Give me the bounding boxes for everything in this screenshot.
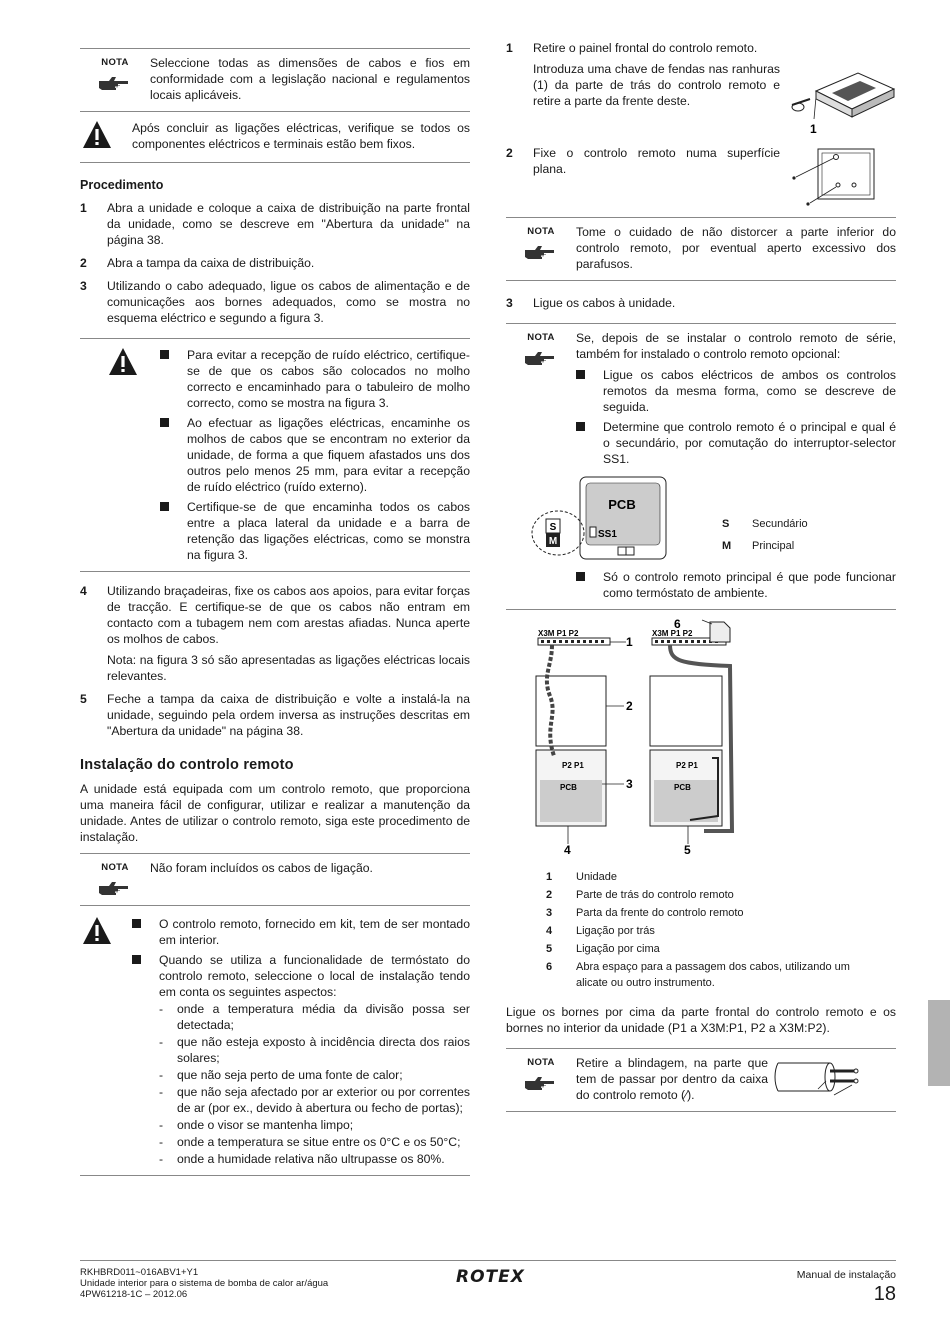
dash-item: - que não esteja exposto à incidência directa dos raios solares; <box>159 1035 470 1065</box>
step-number: 1 <box>80 201 87 215</box>
note-box-cables-not-included <box>80 853 470 906</box>
warning-icon <box>82 916 112 946</box>
bullet-item: Determine que controlo remoto é o principal e qual é o secundário, por comutação do interruptor-selector SS1. <box>576 419 896 467</box>
pointing-hand-icon <box>98 881 132 897</box>
pointing-hand-icon <box>524 1076 558 1092</box>
right-column <box>506 40 896 1112</box>
note-label: NOTA <box>527 1057 555 1068</box>
callout-1: 1 <box>626 635 633 649</box>
dash-item: - que não seja afectado por ar exterior ou por correntes de ar (por ex., devido à abertura ou fecho de portas); <box>159 1085 470 1115</box>
note-text: Tome o cuidado de não distorcer a parte inferior do controlo remoto, por eventual aperto excessivo dos parafusos. <box>576 225 896 271</box>
note-text: Não foram incluídos os cabos de ligação. <box>150 861 373 875</box>
callout-6: 6 <box>674 617 681 631</box>
page-number: 18 <box>873 1283 896 1305</box>
dash-item: - onde a temperatura média da divisão possa ser detectada; <box>159 1002 470 1032</box>
legend-row: 5 Ligação por cima <box>546 943 660 955</box>
step-text: Abra a unidade e coloque a caixa de distribuição na parte frontal da unidade, como se descreve em "Abertura da unidade" na página 38. <box>107 201 470 247</box>
shielded-cable-figure <box>774 1055 860 1099</box>
bullet-square <box>160 350 169 359</box>
step-text: Retire o painel frontal do controlo remoto. <box>533 41 758 55</box>
pcb-label-right: PCB <box>674 783 691 792</box>
step-text: Feche a tampa da caixa de distribuição e volte a instalá-la na unidade, seguindo pela ordem inversa as instruções descritas em "Abertura da unidade" na página 38. <box>107 692 470 738</box>
pcb-label: PCB <box>608 497 636 512</box>
legend-row: 4 Ligação por trás <box>546 925 655 937</box>
legend-row: 1 Unidade <box>546 871 617 883</box>
step-number: 3 <box>506 296 513 310</box>
warning-box-installation-location <box>80 906 470 1176</box>
footer-model-code: RKHBRD011~016ABV1+Y1 <box>80 1267 199 1278</box>
bullet-item: Ao efectuar as ligações eléctricas, encaminhe os molhos de cabos que se encontram no exterior da unidade, de forma a que fiquem afastados uns dos outros pelo menos 25 mm, para evitar a recepção de ruído eléctrico (ruído externo). <box>160 415 470 495</box>
footer-manual-title: Manual de instalação <box>796 1269 896 1281</box>
terminal-label-right: X3M P1 P2 <box>652 629 693 638</box>
note-text: Se, depois de se instalar o controlo remoto de série, também for instalado o controlo remoto opcional: <box>576 331 896 361</box>
step-5 <box>80 691 470 739</box>
dash-item: - onde a temperatura se situe entre os 0°C e os 50°C; <box>159 1135 461 1149</box>
step-text: Abra a tampa da caixa de distribuição. <box>107 256 315 270</box>
note-text: Seleccione todas as dimensões de cabos e fios em conformidade com a legislação nacional e regulamentos locais aplicáveis. <box>150 56 470 102</box>
warning-box-connections <box>80 112 470 163</box>
callout-3: 3 <box>626 777 633 791</box>
wiring-legend <box>546 868 866 992</box>
wiring-figure <box>534 616 774 866</box>
terminal-p2p1-left: P2 P1 <box>562 761 584 770</box>
footer-doc-ref: 4PW61218-1C – 2012.06 <box>80 1289 188 1300</box>
step-r1 <box>506 40 896 141</box>
bullet-item: Só o controlo remoto principal é que pode funcionar como termóstato de ambiente. <box>576 569 896 601</box>
pointing-hand-icon <box>524 351 558 367</box>
bullet-item: Quando se utiliza a funcionalidade de termóstato do controlo remoto, seleccione o local de instalação tendo em conta os seguintes aspectos: - onde a temperatura média da divisão possa ser detectada; - que não esteja exposto à incidência directa dos raios solares; - que não seja perto de uma fonte de calor; - que não seja afectado por ar exterior ou por correntes de ar (por ex., devido à abertura ou fecho de portas); - onde o visor se mantenha limpo; - onde a temperatura se situe entre os 0°C e os 50°C; - onde a humidade relativa não ultrupasse os 80%. <box>132 952 470 1167</box>
step-number: 2 <box>506 146 513 160</box>
note-box-shield <box>506 1048 896 1112</box>
step-number: 4 <box>80 584 87 598</box>
warning-icon <box>82 120 112 150</box>
step-number: 3 <box>80 279 87 293</box>
bullet-square <box>160 502 169 511</box>
dash-item: - onde a humidade relativa não ultrupasse os 80%. <box>159 1152 445 1166</box>
step-r2 <box>506 145 896 207</box>
step-note: Nota: na figura 3 só são apresentadas as ligações eléctricas locais relevantes. <box>107 653 470 683</box>
dash-item: - onde o visor se mantenha limpo; <box>159 1118 354 1132</box>
legend-row: S Secundário <box>722 518 808 530</box>
callout-5: 5 <box>684 843 691 857</box>
procedure-title: Procedimento <box>80 178 164 192</box>
step-number: 2 <box>80 256 87 270</box>
step-text: Ligue os cabos à unidade. <box>533 296 676 310</box>
bullet-square <box>576 370 585 379</box>
legend-row: 2 Parte de trás do controlo remoto <box>546 889 734 901</box>
bullet-square <box>132 919 141 928</box>
bullet-item: O controlo remoto, fornecido em kit, tem de ser montado em interior. <box>132 916 470 948</box>
section-intro: A unidade está equipada com um controlo remoto, que proporciona uma maneira fácil de configurar, utilizar e realizar a manutenção da unidade. Antes de utilizar o controlo remoto, siga este procedimento de instalação. <box>80 782 470 844</box>
figure-callout: 1 <box>810 122 817 136</box>
remote-mounting-figure <box>788 145 898 207</box>
pcb-label-left: PCB <box>560 783 577 792</box>
bullet-square <box>576 422 585 431</box>
note-label: NOTA <box>527 226 555 237</box>
brand-logo: ROTEX <box>456 1267 525 1287</box>
step-r3 <box>506 295 896 311</box>
step-number: 1 <box>506 41 513 55</box>
section-title: Instalação do controlo remoto <box>80 757 294 773</box>
note-box-cable-dimensions <box>80 48 470 112</box>
ss1-label: SS1 <box>598 529 617 540</box>
note-label: NOTA <box>101 862 129 873</box>
chapter-tab <box>928 1000 950 1086</box>
bullet-square <box>160 418 169 427</box>
callout-2: 2 <box>626 699 633 713</box>
step-2 <box>80 255 470 271</box>
pointing-hand-icon <box>98 76 132 92</box>
bullet-item: Para evitar a recepção de ruído eléctrico, certifique-se de que os cabos são colocados no molho correcto e encaminhado para o tabuleiro de molho correcto, como se mostra na figura 3. <box>160 347 470 411</box>
step-text: Introduza uma chave de fendas nas ranhuras (1) da parte de trás do controlo remoto e retire a parte da frente deste. <box>533 62 780 108</box>
dash-item: - que não seja perto de uma fonte de calor; <box>159 1068 403 1082</box>
pointing-hand-icon <box>524 245 558 261</box>
warning-text: Após concluir as ligações eléctricas, verifique se todos os componentes eléctricos e terminais estão bem fixos. <box>132 121 470 151</box>
note-label: NOTA <box>101 57 129 68</box>
callout-4: 4 <box>564 843 571 857</box>
step-1 <box>80 200 470 248</box>
step-number: 5 <box>80 692 87 706</box>
step-text: Utilizando braçadeiras, fixe os cabos aos apoios, para evitar forças de tracção. E certifique-se de que os cabos não entram em contacto com a tubagem nem com arestas afiadas. Nunca aperte os molhos de cabos. <box>107 584 470 646</box>
conclusion-text: Ligue os bornes por cima da parte frontal do controlo remoto e os bornes no interior da unidade (P1 a X3M:P1, P2 a X3M:P2). <box>506 1005 896 1035</box>
step-text: Utilizando o cabo adequado, ligue os cabos de alimentação e de comunicações aos bornes adequados, como se mostra no esquema eléctrico e segundo a figura 3. <box>107 279 470 325</box>
legend-row: 3 Parta da frente do controlo remoto <box>546 907 744 919</box>
switch-legend <box>722 515 808 555</box>
step-3 <box>80 278 470 326</box>
bullet-square <box>576 572 585 581</box>
warning-box-noise <box>80 338 470 572</box>
switch-s-label: S <box>549 522 557 533</box>
bullet-square <box>132 955 141 964</box>
legend-row: M Principal <box>722 540 795 552</box>
switch-m-label: M <box>548 536 558 547</box>
terminal-label-left: X3M P1 P2 <box>538 629 579 638</box>
note-text: Retire a blindagem, na parte que tem de passar por dentro da caixa do controlo remoto (∕). <box>576 1056 768 1102</box>
bullet-item: Certifique-se de que encaminha todos os cabos entre a placa lateral da unidade e a barra de retenção das ligações eléctricas, como se monstra na figura 3. <box>160 499 470 563</box>
step-text: Fixe o controlo remoto numa superfície plana. <box>533 146 780 176</box>
bullet-item: Ligue os cabos eléctricos de ambos os controlos remotos da mesma forma, como se descreve de seguida. <box>576 367 896 415</box>
terminal-p2p1-right: P2 P1 <box>676 761 698 770</box>
ss1-selector-figure <box>530 475 700 565</box>
remote-removal-figure <box>788 61 898 141</box>
step-4 <box>80 583 470 684</box>
page-footer <box>80 1260 896 1305</box>
left-column <box>80 48 470 1176</box>
note-box-screws <box>506 217 896 281</box>
warning-icon <box>108 347 138 377</box>
footer-subtitle: Unidade interior para o sistema de bomba de calor ar/água <box>80 1278 329 1289</box>
legend-row: 6 Abra espaço para a passagem dos cabos, utilizando um alicate ou outro instrumento. <box>546 961 850 989</box>
note-box-optional-remote <box>506 323 896 610</box>
note-label: NOTA <box>527 332 555 343</box>
